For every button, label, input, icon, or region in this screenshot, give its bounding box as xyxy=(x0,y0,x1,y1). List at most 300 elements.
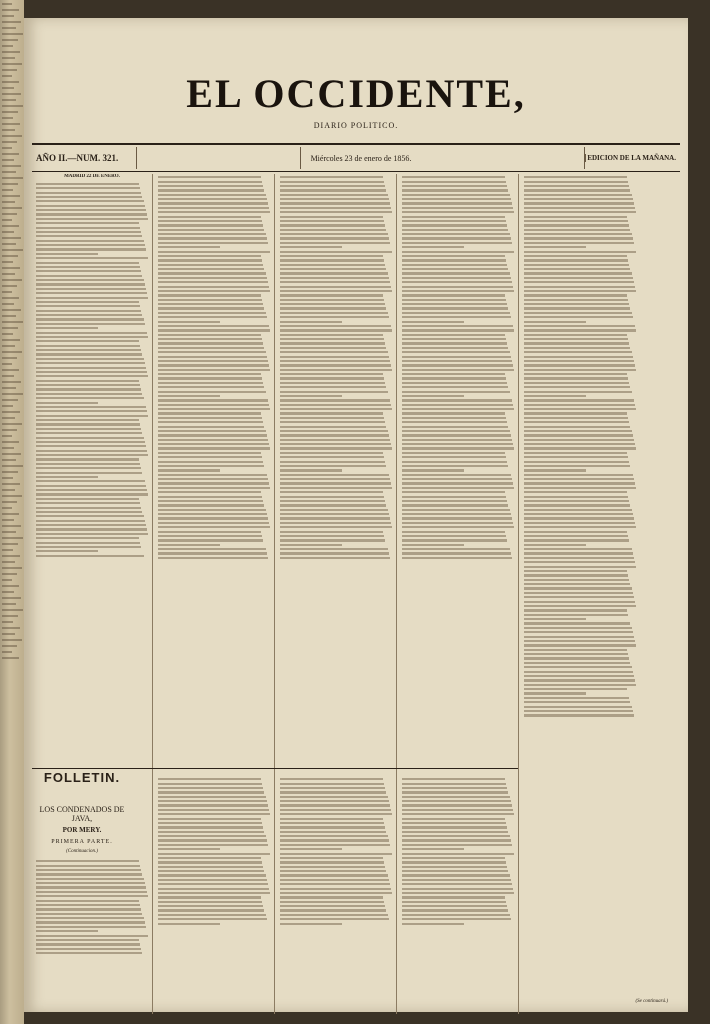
illegible-text-line xyxy=(402,535,506,537)
illegible-text-line xyxy=(2,213,17,215)
illegible-text-line xyxy=(36,445,146,447)
illegible-text-line xyxy=(402,491,505,493)
illegible-text-line xyxy=(36,384,140,386)
illegible-text-line xyxy=(36,926,146,928)
illegible-text-line xyxy=(2,105,23,107)
illegible-text-line xyxy=(2,657,19,659)
illegible-text-line xyxy=(36,550,98,552)
illegible-text-line xyxy=(402,434,511,436)
illegible-text-line xyxy=(2,381,21,383)
illegible-text-line xyxy=(280,826,385,828)
illegible-text-line xyxy=(36,419,139,421)
illegible-text-line xyxy=(2,585,19,587)
illegible-text-line xyxy=(36,542,140,544)
illegible-text-line xyxy=(280,417,384,419)
illegible-text-line xyxy=(402,822,506,824)
illegible-text-line xyxy=(36,283,145,285)
illegible-text-line xyxy=(524,592,633,594)
illegible-text-line xyxy=(280,526,392,528)
illegible-text-line xyxy=(524,574,628,576)
illegible-text-line xyxy=(36,218,148,220)
illegible-text-line xyxy=(280,800,389,802)
illegible-text-line xyxy=(280,242,390,244)
illegible-text-line xyxy=(402,826,507,828)
illegible-text-line xyxy=(402,426,508,428)
illegible-text-line xyxy=(402,500,507,502)
illegible-text-line xyxy=(402,456,506,458)
illegible-text-line xyxy=(2,429,17,431)
illegible-text-line xyxy=(158,329,270,331)
illegible-text-line xyxy=(524,224,629,226)
illegible-text-line xyxy=(2,303,14,305)
illegible-text-line xyxy=(36,476,98,478)
illegible-text-line xyxy=(158,426,264,428)
illegible-text-line xyxy=(158,369,270,371)
illegible-text-line xyxy=(36,200,144,202)
illegible-text-line xyxy=(524,373,627,375)
illegible-text-line xyxy=(2,597,21,599)
illegible-text-line xyxy=(2,327,18,329)
illegible-text-line xyxy=(36,917,144,919)
illegible-text-line xyxy=(524,417,628,419)
illegible-text-line xyxy=(158,386,264,388)
illegible-text-line xyxy=(36,415,148,417)
illegible-text-line xyxy=(402,251,514,253)
illegible-text-line xyxy=(280,312,388,314)
illegible-text-line xyxy=(158,892,270,894)
illegible-text-line xyxy=(158,307,264,309)
illegible-text-line xyxy=(158,294,261,296)
section-date: MADRID 22 DE ENERO. xyxy=(64,174,120,179)
illegible-text-line xyxy=(2,579,12,581)
illegible-text-line xyxy=(280,831,386,833)
illegible-text-line xyxy=(524,605,636,607)
illegible-text-line xyxy=(280,351,388,353)
illegible-text-line xyxy=(2,195,20,197)
illegible-text-line xyxy=(36,555,144,557)
illegible-text-line xyxy=(402,544,464,546)
illegible-text-line xyxy=(524,684,636,686)
illegible-text-line xyxy=(2,147,12,149)
illegible-text-line xyxy=(158,391,266,393)
illegible-text-line xyxy=(158,557,268,559)
illegible-text-line xyxy=(2,261,13,263)
illegible-text-line xyxy=(280,914,388,916)
illegible-text-line xyxy=(280,787,385,789)
illegible-text-line xyxy=(402,259,506,261)
illegible-text-line xyxy=(158,923,220,925)
illegible-text-line xyxy=(402,909,508,911)
illegible-text-line xyxy=(2,405,13,407)
illegible-text-line xyxy=(524,548,632,550)
illegible-text-line xyxy=(402,879,511,881)
illegible-text-line xyxy=(2,237,21,239)
continued-note: (Continuacion.) xyxy=(66,849,98,854)
illegible-text-line xyxy=(2,489,15,491)
illegible-text-line xyxy=(524,609,627,611)
illegible-text-line xyxy=(36,533,148,535)
illegible-text-line xyxy=(158,796,266,798)
illegible-text-line xyxy=(36,437,144,439)
illegible-text-line xyxy=(158,513,267,515)
illegible-text-line xyxy=(524,662,630,664)
illegible-text-line xyxy=(524,443,635,445)
illegible-text-line xyxy=(280,535,384,537)
illegible-text-line xyxy=(524,552,633,554)
illegible-text-line xyxy=(280,809,391,811)
illegible-text-line xyxy=(158,509,266,511)
illegible-text-line xyxy=(36,515,144,517)
illegible-text-line xyxy=(524,356,633,358)
illegible-text-line xyxy=(402,347,508,349)
illegible-text-line xyxy=(402,421,507,423)
illegible-text-line xyxy=(280,513,389,515)
illegible-text-line xyxy=(524,312,632,314)
illegible-text-line xyxy=(36,507,141,509)
folletin-text-column-2 xyxy=(158,776,270,1008)
illegible-text-line xyxy=(2,333,13,335)
illegible-text-line xyxy=(36,935,148,937)
illegible-text-line xyxy=(524,526,636,528)
illegible-text-line xyxy=(524,539,629,541)
illegible-text-line xyxy=(158,176,261,178)
illegible-text-line xyxy=(280,395,342,397)
illegible-text-line xyxy=(402,303,507,305)
illegible-text-line xyxy=(280,194,388,196)
illegible-text-line xyxy=(402,888,513,890)
illegible-text-line xyxy=(402,469,464,471)
illegible-text-line xyxy=(158,421,263,423)
illegible-text-line xyxy=(36,921,145,923)
illegible-text-line xyxy=(524,334,627,336)
text-column-3 xyxy=(280,174,392,764)
illegible-text-line xyxy=(280,237,389,239)
illegible-text-line xyxy=(402,329,514,331)
illegible-text-line xyxy=(402,443,513,445)
illegible-text-line xyxy=(158,373,261,375)
illegible-text-line xyxy=(2,63,22,65)
illegible-text-line xyxy=(2,99,16,101)
illegible-text-line xyxy=(524,478,634,480)
illegible-text-line xyxy=(280,181,384,183)
illegible-text-line xyxy=(2,639,22,641)
illegible-text-line xyxy=(158,316,267,318)
illegible-text-line xyxy=(402,176,505,178)
illegible-text-line xyxy=(280,202,390,204)
illegible-text-line xyxy=(36,244,145,246)
illegible-text-line xyxy=(158,443,269,445)
illegible-text-line xyxy=(158,185,263,187)
illegible-text-line xyxy=(158,531,261,533)
illegible-text-line xyxy=(158,491,261,493)
illegible-text-line xyxy=(280,421,385,423)
illegible-text-line xyxy=(2,69,17,71)
illegible-text-line xyxy=(158,870,264,872)
illegible-text-line xyxy=(2,15,14,17)
illegible-text-line xyxy=(280,386,386,388)
illegible-text-line xyxy=(280,251,392,253)
folletin-section xyxy=(32,770,132,854)
illegible-text-line xyxy=(524,216,627,218)
illegible-text-line xyxy=(402,874,510,876)
illegible-text-line xyxy=(280,844,390,846)
illegible-text-line xyxy=(158,242,268,244)
illegible-text-line xyxy=(524,251,636,253)
illegible-text-line xyxy=(2,351,22,353)
column-rule xyxy=(152,174,153,1014)
illegible-text-line xyxy=(2,183,18,185)
illegible-text-line xyxy=(2,441,19,443)
illegible-text-line xyxy=(524,622,630,624)
illegible-text-line xyxy=(2,9,19,11)
illegible-text-line xyxy=(280,456,384,458)
illegible-text-line xyxy=(36,480,145,482)
illegible-text-line xyxy=(36,371,147,373)
illegible-text-line xyxy=(280,482,391,484)
illegible-text-line xyxy=(280,377,384,379)
illegible-text-line xyxy=(2,435,12,437)
illegible-text-line xyxy=(524,570,627,572)
illegible-text-line xyxy=(2,369,19,371)
illegible-text-line xyxy=(158,356,267,358)
illegible-text-line xyxy=(158,500,263,502)
illegible-text-line xyxy=(2,255,18,257)
illegible-text-line xyxy=(158,347,264,349)
illegible-text-line xyxy=(524,189,630,191)
illegible-text-line xyxy=(524,338,628,340)
illegible-text-line xyxy=(402,804,512,806)
illegible-text-line xyxy=(280,439,390,441)
illegible-text-line xyxy=(524,675,634,677)
illegible-text-line xyxy=(280,434,389,436)
illegible-text-line xyxy=(280,211,392,213)
illegible-text-line xyxy=(2,357,17,359)
illegible-text-line xyxy=(158,504,264,506)
illegible-text-line xyxy=(36,454,148,456)
illegible-text-line xyxy=(280,879,389,881)
illegible-text-line xyxy=(402,839,511,841)
illegible-text-line xyxy=(402,883,512,885)
illegible-text-line xyxy=(2,207,22,209)
illegible-text-line xyxy=(2,615,18,617)
illegible-text-line xyxy=(524,640,635,642)
illegible-text-line xyxy=(158,237,267,239)
illegible-text-line xyxy=(524,631,633,633)
illegible-text-line xyxy=(2,519,14,521)
illegible-text-line xyxy=(524,391,632,393)
illegible-text-line xyxy=(280,796,388,798)
illegible-text-line xyxy=(524,596,634,598)
illegible-text-line xyxy=(158,268,264,270)
illegible-text-line xyxy=(524,513,633,515)
illegible-text-line xyxy=(280,504,386,506)
illegible-text-line xyxy=(280,496,384,498)
illegible-text-line xyxy=(280,478,390,480)
illegible-text-line xyxy=(280,347,386,349)
illegible-text-line xyxy=(2,189,13,191)
illegible-text-line xyxy=(158,194,266,196)
illegible-text-line xyxy=(36,537,139,539)
illegible-text-line xyxy=(402,522,513,524)
illegible-text-line xyxy=(524,482,635,484)
illegible-text-line xyxy=(36,380,139,382)
illegible-text-line xyxy=(280,233,388,235)
illegible-text-line xyxy=(402,321,464,323)
illegible-text-line xyxy=(524,566,636,568)
illegible-text-line xyxy=(402,404,513,406)
illegible-text-line xyxy=(2,39,18,41)
column-rule xyxy=(274,174,275,1014)
illegible-text-line xyxy=(402,194,510,196)
illegible-text-line xyxy=(36,423,140,425)
illegible-text-line xyxy=(158,482,269,484)
illegible-text-line xyxy=(158,377,262,379)
illegible-text-line xyxy=(158,246,220,248)
illegible-text-line xyxy=(402,509,510,511)
illegible-text-line xyxy=(280,531,383,533)
illegible-text-line xyxy=(524,364,635,366)
illegible-text-line xyxy=(524,531,627,533)
illegible-text-line xyxy=(402,835,510,837)
illegible-text-line xyxy=(2,513,19,515)
illegible-text-line xyxy=(158,181,262,183)
illegible-text-line xyxy=(36,275,142,277)
illegible-text-line xyxy=(36,183,139,185)
illegible-text-line xyxy=(280,857,383,859)
illegible-text-line xyxy=(280,329,392,331)
illegible-text-line xyxy=(2,231,14,233)
illegible-text-line xyxy=(36,886,146,888)
illegible-text-line xyxy=(524,412,627,414)
illegible-text-line xyxy=(524,701,630,703)
illegible-text-line xyxy=(524,294,627,296)
illegible-text-line xyxy=(158,783,262,785)
illegible-text-line xyxy=(36,266,140,268)
illegible-text-line xyxy=(158,866,263,868)
illegible-text-line xyxy=(36,943,140,945)
illegible-text-line xyxy=(524,369,636,371)
illegible-text-line xyxy=(280,487,392,489)
illegible-text-line xyxy=(402,504,508,506)
illegible-text-line xyxy=(36,270,141,272)
illegible-text-line xyxy=(158,544,220,546)
illegible-text-line xyxy=(402,220,506,222)
illegible-text-line xyxy=(524,636,634,638)
illegible-text-line xyxy=(158,818,261,820)
illegible-text-line xyxy=(2,159,14,161)
illegible-text-line xyxy=(2,57,15,59)
illegible-text-line xyxy=(524,509,632,511)
illegible-text-line xyxy=(280,281,390,283)
illegible-text-line xyxy=(280,888,391,890)
illegible-text-line xyxy=(280,452,383,454)
illegible-text-line xyxy=(524,447,636,449)
illegible-text-line xyxy=(36,502,140,504)
illegible-text-line xyxy=(524,706,632,708)
illegible-text-line xyxy=(524,399,634,401)
illegible-text-line xyxy=(524,299,628,301)
illegible-text-line xyxy=(524,307,630,309)
illegible-text-line xyxy=(402,342,507,344)
illegible-text-line xyxy=(402,382,507,384)
illegible-text-line xyxy=(402,452,505,454)
illegible-text-line xyxy=(158,831,264,833)
illegible-text-line xyxy=(402,844,512,846)
illegible-text-line xyxy=(158,896,261,898)
illegible-text-line xyxy=(36,310,141,312)
illegible-text-line xyxy=(2,153,19,155)
illegible-text-line xyxy=(402,334,505,336)
illegible-text-line xyxy=(524,697,629,699)
illegible-text-line xyxy=(158,517,268,519)
illegible-text-line xyxy=(524,644,636,646)
illegible-text-line xyxy=(36,231,141,233)
illegible-text-line xyxy=(402,224,507,226)
illegible-text-line xyxy=(2,117,13,119)
illegible-text-line xyxy=(36,318,144,320)
illegible-text-line xyxy=(2,411,20,413)
illegible-text-line xyxy=(2,81,19,83)
illegible-text-line xyxy=(402,229,508,231)
illegible-text-line xyxy=(402,866,507,868)
illegible-text-line xyxy=(158,211,270,213)
illegible-text-line xyxy=(280,474,389,476)
illegible-text-line xyxy=(280,207,391,209)
illegible-text-line xyxy=(280,539,385,541)
illegible-text-line xyxy=(280,294,383,296)
illegible-text-line xyxy=(402,870,508,872)
illegible-text-line xyxy=(402,386,508,388)
illegible-text-line xyxy=(280,342,385,344)
illegible-text-line xyxy=(524,614,628,616)
illegible-text-line xyxy=(158,281,268,283)
illegible-text-line xyxy=(524,290,636,292)
illegible-text-line xyxy=(36,546,141,548)
illegible-text-line xyxy=(402,796,510,798)
illegible-text-line xyxy=(2,609,23,611)
illegible-text-line xyxy=(158,408,270,410)
illegible-text-line xyxy=(2,93,21,95)
illegible-text-line xyxy=(524,439,634,441)
publisher-notice-block xyxy=(421,147,585,169)
illegible-text-line xyxy=(36,192,141,194)
illegible-text-line xyxy=(36,406,146,408)
illegible-text-line xyxy=(36,305,140,307)
illegible-text-line xyxy=(2,249,23,251)
illegible-text-line xyxy=(524,426,630,428)
illegible-text-line xyxy=(2,483,20,485)
illegible-text-line xyxy=(280,883,390,885)
illegible-text-line xyxy=(402,813,514,815)
illegible-text-line xyxy=(402,360,512,362)
illegible-text-line xyxy=(158,839,267,841)
illegible-text-line xyxy=(158,312,266,314)
illegible-text-line xyxy=(158,909,264,911)
illegible-text-line xyxy=(280,408,392,410)
illegible-text-line xyxy=(36,327,98,329)
illegible-text-line xyxy=(36,900,139,902)
illegible-text-line xyxy=(158,883,268,885)
illegible-text-line xyxy=(36,222,139,224)
illegible-text-line xyxy=(280,500,385,502)
illegible-text-line xyxy=(158,552,267,554)
illegible-text-line xyxy=(402,809,513,811)
illegible-text-line xyxy=(2,279,22,281)
illegible-text-line xyxy=(2,525,21,527)
illegible-text-line xyxy=(402,439,512,441)
illegible-text-line xyxy=(36,891,147,893)
illegible-text-line xyxy=(524,246,586,248)
